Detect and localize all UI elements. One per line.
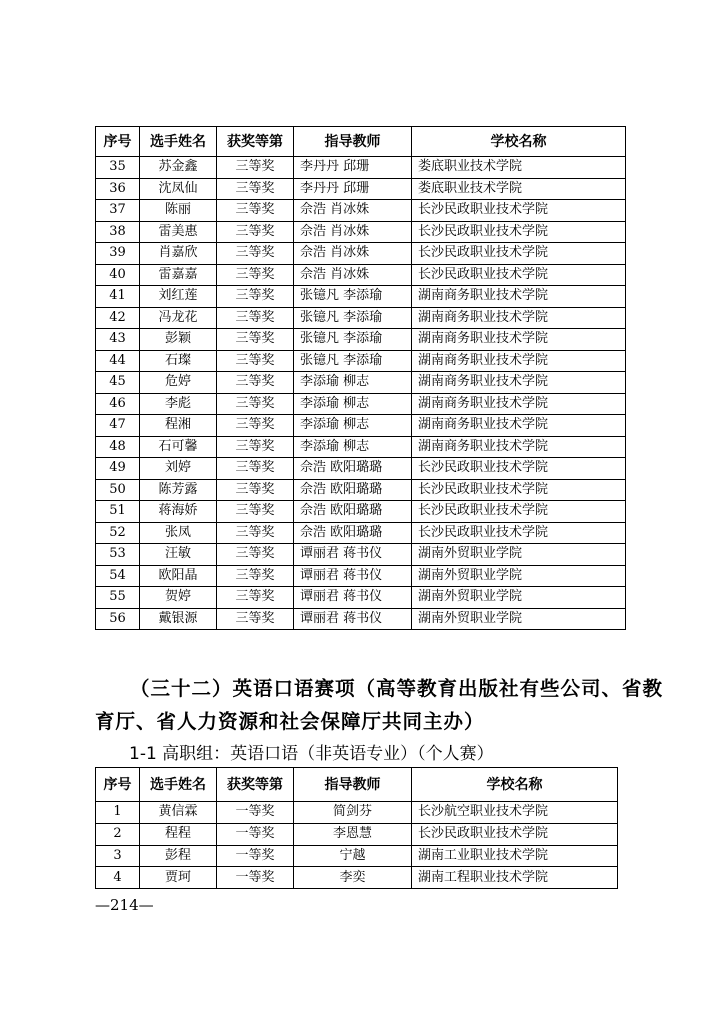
cell-award-level: 三等奖 xyxy=(217,372,294,394)
cell-instructor: 李添瑜 柳志 xyxy=(294,393,412,415)
cell-award-level: 一等奖 xyxy=(217,823,294,845)
cell-instructor: 佘浩 肖冰姝 xyxy=(294,264,412,286)
section-title-line1: （三十二）英语口语赛项（高等教育出版社有些公司、省教 xyxy=(130,677,664,700)
cell-contestant-name: 蒋海娇 xyxy=(140,501,217,523)
cell-contestant-name: 沈凤仙 xyxy=(140,178,217,200)
cell-index: 4 xyxy=(96,867,140,889)
table-row xyxy=(96,372,626,394)
cell-instructor: 谭丽君 蒋书仪 xyxy=(294,608,412,630)
cell-contestant-name: 张凤 xyxy=(140,522,217,544)
cell-contestant-name: 贾珂 xyxy=(140,867,217,889)
cell-school-name: 湖南商务职业技术学院 xyxy=(412,415,626,437)
cell-index: 49 xyxy=(96,458,140,480)
cell-contestant-name: 雷美惠 xyxy=(140,221,217,243)
cell-award-level: 三等奖 xyxy=(217,307,294,329)
cell-contestant-name: 黄信霖 xyxy=(140,802,217,824)
cell-school-name: 长沙民政职业技术学院 xyxy=(412,243,626,265)
cell-school-name: 湖南外贸职业学院 xyxy=(412,544,626,566)
section-title-line2: 育厅、省人力资源和社会保障厅共同主办） xyxy=(95,710,485,733)
header-award-level: 获奖等第 xyxy=(217,768,294,802)
cell-instructor: 李恩慧 xyxy=(294,823,412,845)
cell-index: 41 xyxy=(96,286,140,308)
cell-index: 48 xyxy=(96,436,140,458)
cell-school-name: 娄底职业技术学院 xyxy=(412,178,626,200)
cell-index: 54 xyxy=(96,565,140,587)
cell-index: 55 xyxy=(96,587,140,609)
cell-award-level: 三等奖 xyxy=(217,544,294,566)
cell-instructor: 张镱凡 李添瑜 xyxy=(294,286,412,308)
cell-contestant-name: 刘婷 xyxy=(140,458,217,480)
cell-contestant-name: 贺婷 xyxy=(140,587,217,609)
cell-award-level: 三等奖 xyxy=(217,329,294,351)
cell-school-name: 湖南商务职业技术学院 xyxy=(412,329,626,351)
cell-index: 50 xyxy=(96,479,140,501)
cell-contestant-name: 肖嘉欣 xyxy=(140,243,217,265)
table-row xyxy=(96,845,618,867)
table-header-row xyxy=(96,127,626,157)
cell-contestant-name: 彭程 xyxy=(140,845,217,867)
table-row xyxy=(96,544,626,566)
cell-instructor: 李添瑜 柳志 xyxy=(294,436,412,458)
cell-instructor: 佘浩 欧阳璐璐 xyxy=(294,522,412,544)
cell-school-name: 长沙民政职业技术学院 xyxy=(412,200,626,222)
cell-index: 2 xyxy=(96,823,140,845)
cell-award-level: 三等奖 xyxy=(217,608,294,630)
cell-index: 47 xyxy=(96,415,140,437)
cell-award-level: 三等奖 xyxy=(217,501,294,523)
table-row xyxy=(96,415,626,437)
cell-school-name: 长沙民政职业技术学院 xyxy=(412,823,618,845)
cell-instructor: 李丹丹 邱珊 xyxy=(294,178,412,200)
cell-school-name: 湖南商务职业技术学院 xyxy=(412,286,626,308)
cell-award-level: 三等奖 xyxy=(217,286,294,308)
table-row xyxy=(96,350,626,372)
cell-award-level: 一等奖 xyxy=(217,867,294,889)
table-row xyxy=(96,178,626,200)
cell-school-name: 湖南商务职业技术学院 xyxy=(412,372,626,394)
cell-contestant-name: 陈丽 xyxy=(140,200,217,222)
header-school-name: 学校名称 xyxy=(412,768,618,802)
cell-contestant-name: 欧阳晶 xyxy=(140,565,217,587)
cell-index: 51 xyxy=(96,501,140,523)
cell-index: 39 xyxy=(96,243,140,265)
table-row xyxy=(96,587,626,609)
cell-contestant-name: 程湘 xyxy=(140,415,217,437)
table-row xyxy=(96,436,626,458)
cell-award-level: 三等奖 xyxy=(217,565,294,587)
cell-index: 35 xyxy=(96,157,140,179)
table-row xyxy=(96,329,626,351)
cell-school-name: 湖南商务职业技术学院 xyxy=(412,350,626,372)
cell-school-name: 湖南工程职业技术学院 xyxy=(412,867,618,889)
header-instructor: 指导教师 xyxy=(294,127,412,157)
cell-contestant-name: 程程 xyxy=(140,823,217,845)
cell-school-name: 娄底职业技术学院 xyxy=(412,157,626,179)
cell-instructor: 简剑芬 xyxy=(294,802,412,824)
cell-index: 43 xyxy=(96,329,140,351)
cell-school-name: 长沙民政职业技术学院 xyxy=(412,221,626,243)
cell-index: 37 xyxy=(96,200,140,222)
cell-index: 56 xyxy=(96,608,140,630)
cell-instructor: 李丹丹 邱珊 xyxy=(294,157,412,179)
cell-instructor: 佘浩 欧阳璐璐 xyxy=(294,501,412,523)
cell-award-level: 三等奖 xyxy=(217,243,294,265)
cell-school-name: 长沙航空职业技术学院 xyxy=(412,802,618,824)
table-row xyxy=(96,221,626,243)
cell-award-level: 三等奖 xyxy=(217,458,294,480)
cell-index: 42 xyxy=(96,307,140,329)
header-index: 序号 xyxy=(96,768,140,802)
table-row xyxy=(96,286,626,308)
table-row xyxy=(96,264,626,286)
header-index: 序号 xyxy=(96,127,140,157)
cell-contestant-name: 雷嘉嘉 xyxy=(140,264,217,286)
cell-award-level: 三等奖 xyxy=(217,157,294,179)
cell-school-name: 长沙民政职业技术学院 xyxy=(412,264,626,286)
table-row xyxy=(96,479,626,501)
cell-contestant-name: 汪敏 xyxy=(140,544,217,566)
cell-school-name: 长沙民政职业技术学院 xyxy=(412,479,626,501)
cell-award-level: 三等奖 xyxy=(217,350,294,372)
cell-index: 53 xyxy=(96,544,140,566)
cell-award-level: 三等奖 xyxy=(217,393,294,415)
table-row xyxy=(96,867,618,889)
table-row xyxy=(96,458,626,480)
cell-school-name: 湖南外贸职业学院 xyxy=(412,587,626,609)
table-row xyxy=(96,307,626,329)
table-row xyxy=(96,243,626,265)
cell-school-name: 长沙民政职业技术学院 xyxy=(412,458,626,480)
cell-instructor: 佘浩 肖冰姝 xyxy=(294,221,412,243)
cell-index: 46 xyxy=(96,393,140,415)
cell-instructor: 张镱凡 李添瑜 xyxy=(294,329,412,351)
cell-contestant-name: 石璨 xyxy=(140,350,217,372)
cell-award-level: 三等奖 xyxy=(217,221,294,243)
cell-instructor: 谭丽君 蒋书仪 xyxy=(294,587,412,609)
cell-instructor: 佘浩 欧阳璐璐 xyxy=(294,479,412,501)
cell-award-level: 三等奖 xyxy=(217,436,294,458)
cell-instructor: 张镱凡 李添瑜 xyxy=(294,307,412,329)
table-row xyxy=(96,522,626,544)
cell-instructor: 宁越 xyxy=(294,845,412,867)
table-row xyxy=(96,823,618,845)
cell-index: 40 xyxy=(96,264,140,286)
section-subtitle: 1-1 高职组：英语口语（非英语专业）（个人赛） xyxy=(129,744,494,764)
cell-award-level: 三等奖 xyxy=(217,522,294,544)
header-school-name: 学校名称 xyxy=(412,127,626,157)
cell-award-level: 三等奖 xyxy=(217,200,294,222)
cell-school-name: 湖南商务职业技术学院 xyxy=(412,307,626,329)
cell-instructor: 佘浩 肖冰姝 xyxy=(294,243,412,265)
cell-instructor: 谭丽君 蒋书仪 xyxy=(294,565,412,587)
cell-award-level: 三等奖 xyxy=(217,587,294,609)
cell-instructor: 李添瑜 柳志 xyxy=(294,415,412,437)
cell-contestant-name: 石可馨 xyxy=(140,436,217,458)
cell-award-level: 三等奖 xyxy=(217,479,294,501)
cell-contestant-name: 危婷 xyxy=(140,372,217,394)
table-row xyxy=(96,393,626,415)
cell-index: 44 xyxy=(96,350,140,372)
cell-school-name: 湖南外贸职业学院 xyxy=(412,608,626,630)
table-row xyxy=(96,565,626,587)
cell-award-level: 三等奖 xyxy=(217,178,294,200)
table-row xyxy=(96,157,626,179)
cell-contestant-name: 冯龙花 xyxy=(140,307,217,329)
cell-instructor: 李添瑜 柳志 xyxy=(294,372,412,394)
cell-index: 36 xyxy=(96,178,140,200)
header-award-level: 获奖等第 xyxy=(217,127,294,157)
cell-award-level: 三等奖 xyxy=(217,415,294,437)
cell-award-level: 三等奖 xyxy=(217,264,294,286)
cell-instructor: 谭丽君 蒋书仪 xyxy=(294,544,412,566)
cell-award-level: 一等奖 xyxy=(217,845,294,867)
cell-school-name: 长沙民政职业技术学院 xyxy=(412,522,626,544)
cell-contestant-name: 刘红莲 xyxy=(140,286,217,308)
table-row xyxy=(96,802,618,824)
cell-instructor: 张镱凡 李添瑜 xyxy=(294,350,412,372)
cell-school-name: 湖南外贸职业学院 xyxy=(412,565,626,587)
cell-contestant-name: 陈芳露 xyxy=(140,479,217,501)
table-row xyxy=(96,501,626,523)
table-row xyxy=(96,200,626,222)
award-table-english-oral xyxy=(95,767,618,889)
cell-school-name: 湖南商务职业技术学院 xyxy=(412,393,626,415)
cell-school-name: 长沙民政职业技术学院 xyxy=(412,501,626,523)
header-instructor: 指导教师 xyxy=(294,768,412,802)
cell-instructor: 佘浩 欧阳璐璐 xyxy=(294,458,412,480)
cell-school-name: 湖南工业职业技术学院 xyxy=(412,845,618,867)
cell-index: 52 xyxy=(96,522,140,544)
cell-contestant-name: 李彪 xyxy=(140,393,217,415)
cell-index: 38 xyxy=(96,221,140,243)
cell-index: 1 xyxy=(96,802,140,824)
cell-index: 3 xyxy=(96,845,140,867)
table-row xyxy=(96,608,626,630)
cell-instructor: 佘浩 肖冰姝 xyxy=(294,200,412,222)
cell-award-level: 一等奖 xyxy=(217,802,294,824)
header-contestant-name: 选手姓名 xyxy=(140,127,217,157)
cell-instructor: 李奕 xyxy=(294,867,412,889)
cell-index: 45 xyxy=(96,372,140,394)
cell-school-name: 湖南商务职业技术学院 xyxy=(412,436,626,458)
page-number: —214— xyxy=(95,896,154,914)
header-contestant-name: 选手姓名 xyxy=(140,768,217,802)
cell-contestant-name: 苏金鑫 xyxy=(140,157,217,179)
award-table-continued xyxy=(95,126,626,630)
cell-contestant-name: 戴银源 xyxy=(140,608,217,630)
cell-contestant-name: 彭颖 xyxy=(140,329,217,351)
table-header-row xyxy=(96,768,618,802)
